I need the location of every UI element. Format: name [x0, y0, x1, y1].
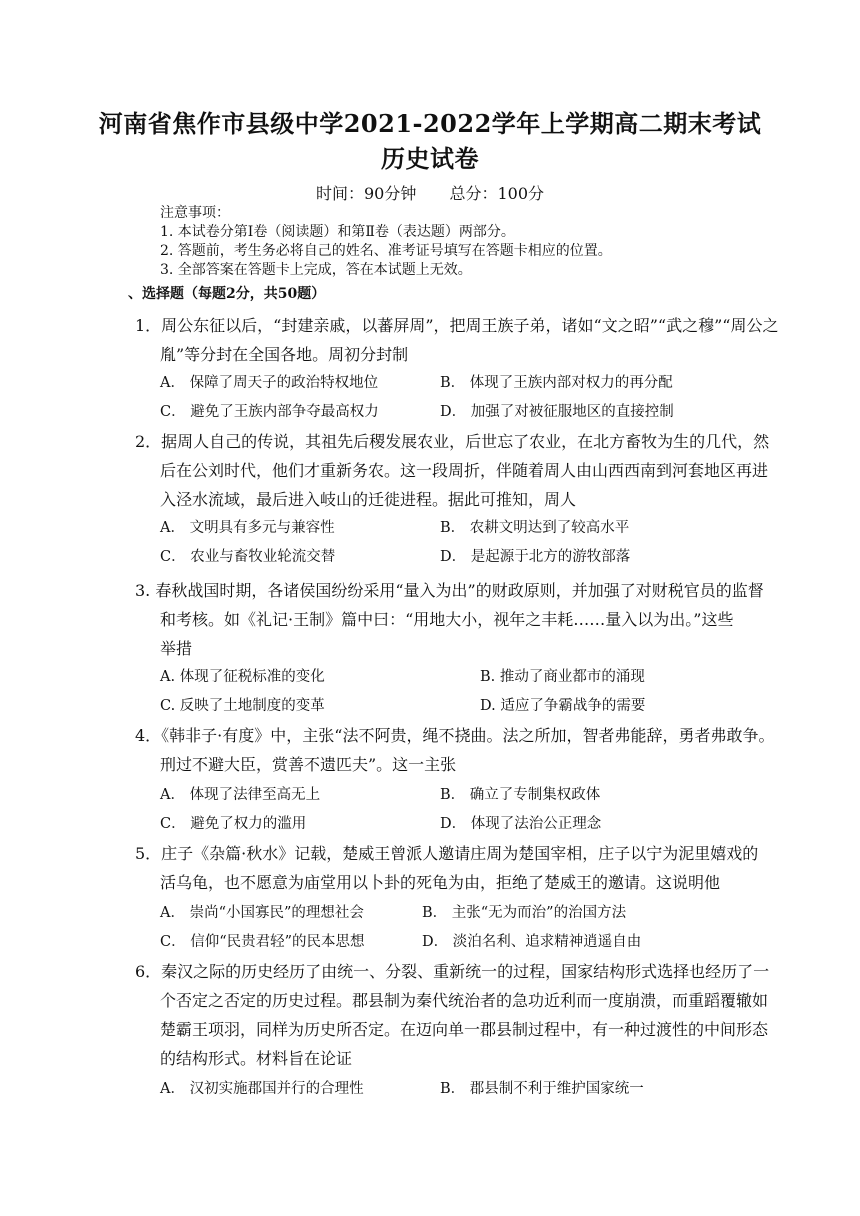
question-stem-line: 4．《韩非子·有度》中，主张“法不阿贵，绳不挠曲。法之所加，智者弗能辞，勇者弗敢争。	[135, 726, 775, 745]
section-title: 、选择题（每题2分，共50题）	[128, 286, 326, 302]
question-stem-line: 5．庄子《杂篇·秋水》记载，楚威王曾派人邀请庄周为楚国宰相，庄子以宁为泥里嬉戏的	[135, 844, 759, 863]
option-a: A. 体现了征税标准的变化	[160, 669, 325, 685]
question-stem-line: 1．周公东征以后，“封建亲戚，以蕃屏周”，把周王族子弟，诸如“文之昭”“武之穆”“周公之	[135, 316, 779, 335]
question-stem-line: 6．秦汉之际的历史经历了由统一、分裂、重新统一的过程，国家结构形式选择也经历了一	[135, 962, 770, 981]
notes-item: 2. 答题前，考生务必将自己的姓名、准考证号填写在答题卡相应的位置。	[160, 243, 612, 259]
exam-score: 总分：100分	[449, 184, 544, 203]
option-b: B． 农耕文明达到了较高水平	[440, 520, 630, 536]
option-c: C. 反映了土地制度的变革	[160, 698, 325, 714]
exam-time: 时间：90分钟	[315, 184, 417, 203]
option-b: B． 确立了专制集权政体	[440, 787, 601, 803]
option-d: D． 是起源于北方的游牧部落	[440, 549, 631, 565]
option-d: D． 体现了法治公正理念	[440, 816, 602, 832]
option-c: C． 避免了权力的滥用	[160, 816, 307, 832]
option-b: B． 郡县制不利于维护国家统一	[440, 1081, 644, 1097]
option-c: C． 避免了王族内部争夺最高权力	[160, 404, 379, 420]
option-b: B． 主张“无为而治”的治国方法	[422, 905, 627, 921]
notes-block	[160, 204, 612, 280]
question-stem-line: 个否定之否定的历史过程。郡县制为秦代统治者的急功近利而一度崩溃，而重蹈覆辙如	[160, 991, 769, 1010]
option-d: D． 加强了对被征服地区的直接控制	[440, 404, 674, 420]
option-a: A． 汉初实施郡国并行的合理性	[160, 1081, 364, 1097]
option-d: D． 淡泊名利、追求精神逍遥自由	[422, 934, 642, 950]
question-stem-line: 和考核。如《礼记·王制》篇中曰：“用地大小，视年之丰耗……量入以为出。”这些	[160, 610, 734, 629]
exam-meta	[0, 181, 860, 204]
question-stem-line: 3. 春秋战国时期，各诸侯国纷纷采用“量入为出”的财政原则，并加强了对财税官员的监督	[135, 581, 764, 600]
notes-item: 3. 全部答案在答题卡上完成，答在本试题上无效。	[160, 262, 472, 278]
option-a: A． 崇尚“小国寡民”的理想社会	[160, 905, 364, 921]
exam-title: 河南省焦作市县级中学2021-2022学年上学期高二期末考试	[98, 109, 762, 138]
question-stem-line: 举措	[160, 639, 193, 658]
question-stem-line: 2．据周人自己的传说，其祖先后稷发展农业，后世忘了农业，在北方畜牧为生的几代，然	[135, 432, 770, 451]
question-stem-line: 楚霸王项羽，同样为历史所否定。在迈向单一郡县制过程中，有一种过渡性的中间形态	[160, 1020, 769, 1039]
question-stem-line: 的结构形式。材料旨在论证	[160, 1049, 353, 1068]
option-a: A． 文明具有多元与兼容性	[160, 520, 335, 536]
option-b: B． 体现了王族内部对权力的再分配	[440, 375, 673, 391]
question-stem-line: 后在公刘时代，他们才重新务农。这一段周折，伴随着周人由山西西南到河套地区再进	[160, 461, 769, 480]
option-c: C． 农业与畜牧业轮流交替	[160, 549, 336, 565]
option-a: A． 体现了法律至高无上	[160, 787, 321, 803]
option-b: B. 推动了商业都市的涌现	[480, 669, 645, 685]
notes-heading: 注意事项：	[160, 205, 230, 221]
option-c: C． 信仰“民贵君轻”的民本思想	[160, 934, 365, 950]
notes-item: 1. 本试卷分第Ⅰ卷（阅读题）和第Ⅱ卷（表达题）两部分。	[160, 224, 515, 240]
option-a: A． 保障了周天子的政治特权地位	[160, 375, 379, 391]
question-stem-line: 活乌龟，也不愿意为庙堂用以卜卦的死龟为由，拒绝了楚威王的邀请。这说明他	[160, 873, 721, 892]
question-stem-line: 刑过不避大臣，赏善不遗匹夫”。这一主张	[160, 755, 457, 774]
exam-subtitle: 历史试卷	[381, 144, 479, 173]
question-stem-line: 胤”等分封在全国各地。周初分封制	[160, 345, 409, 364]
option-d: D. 适应了争霸战争的需要	[480, 698, 646, 714]
question-stem-line: 入泾水流域，最后进入岐山的迁徙进程。据此可推知，周人	[160, 490, 577, 509]
